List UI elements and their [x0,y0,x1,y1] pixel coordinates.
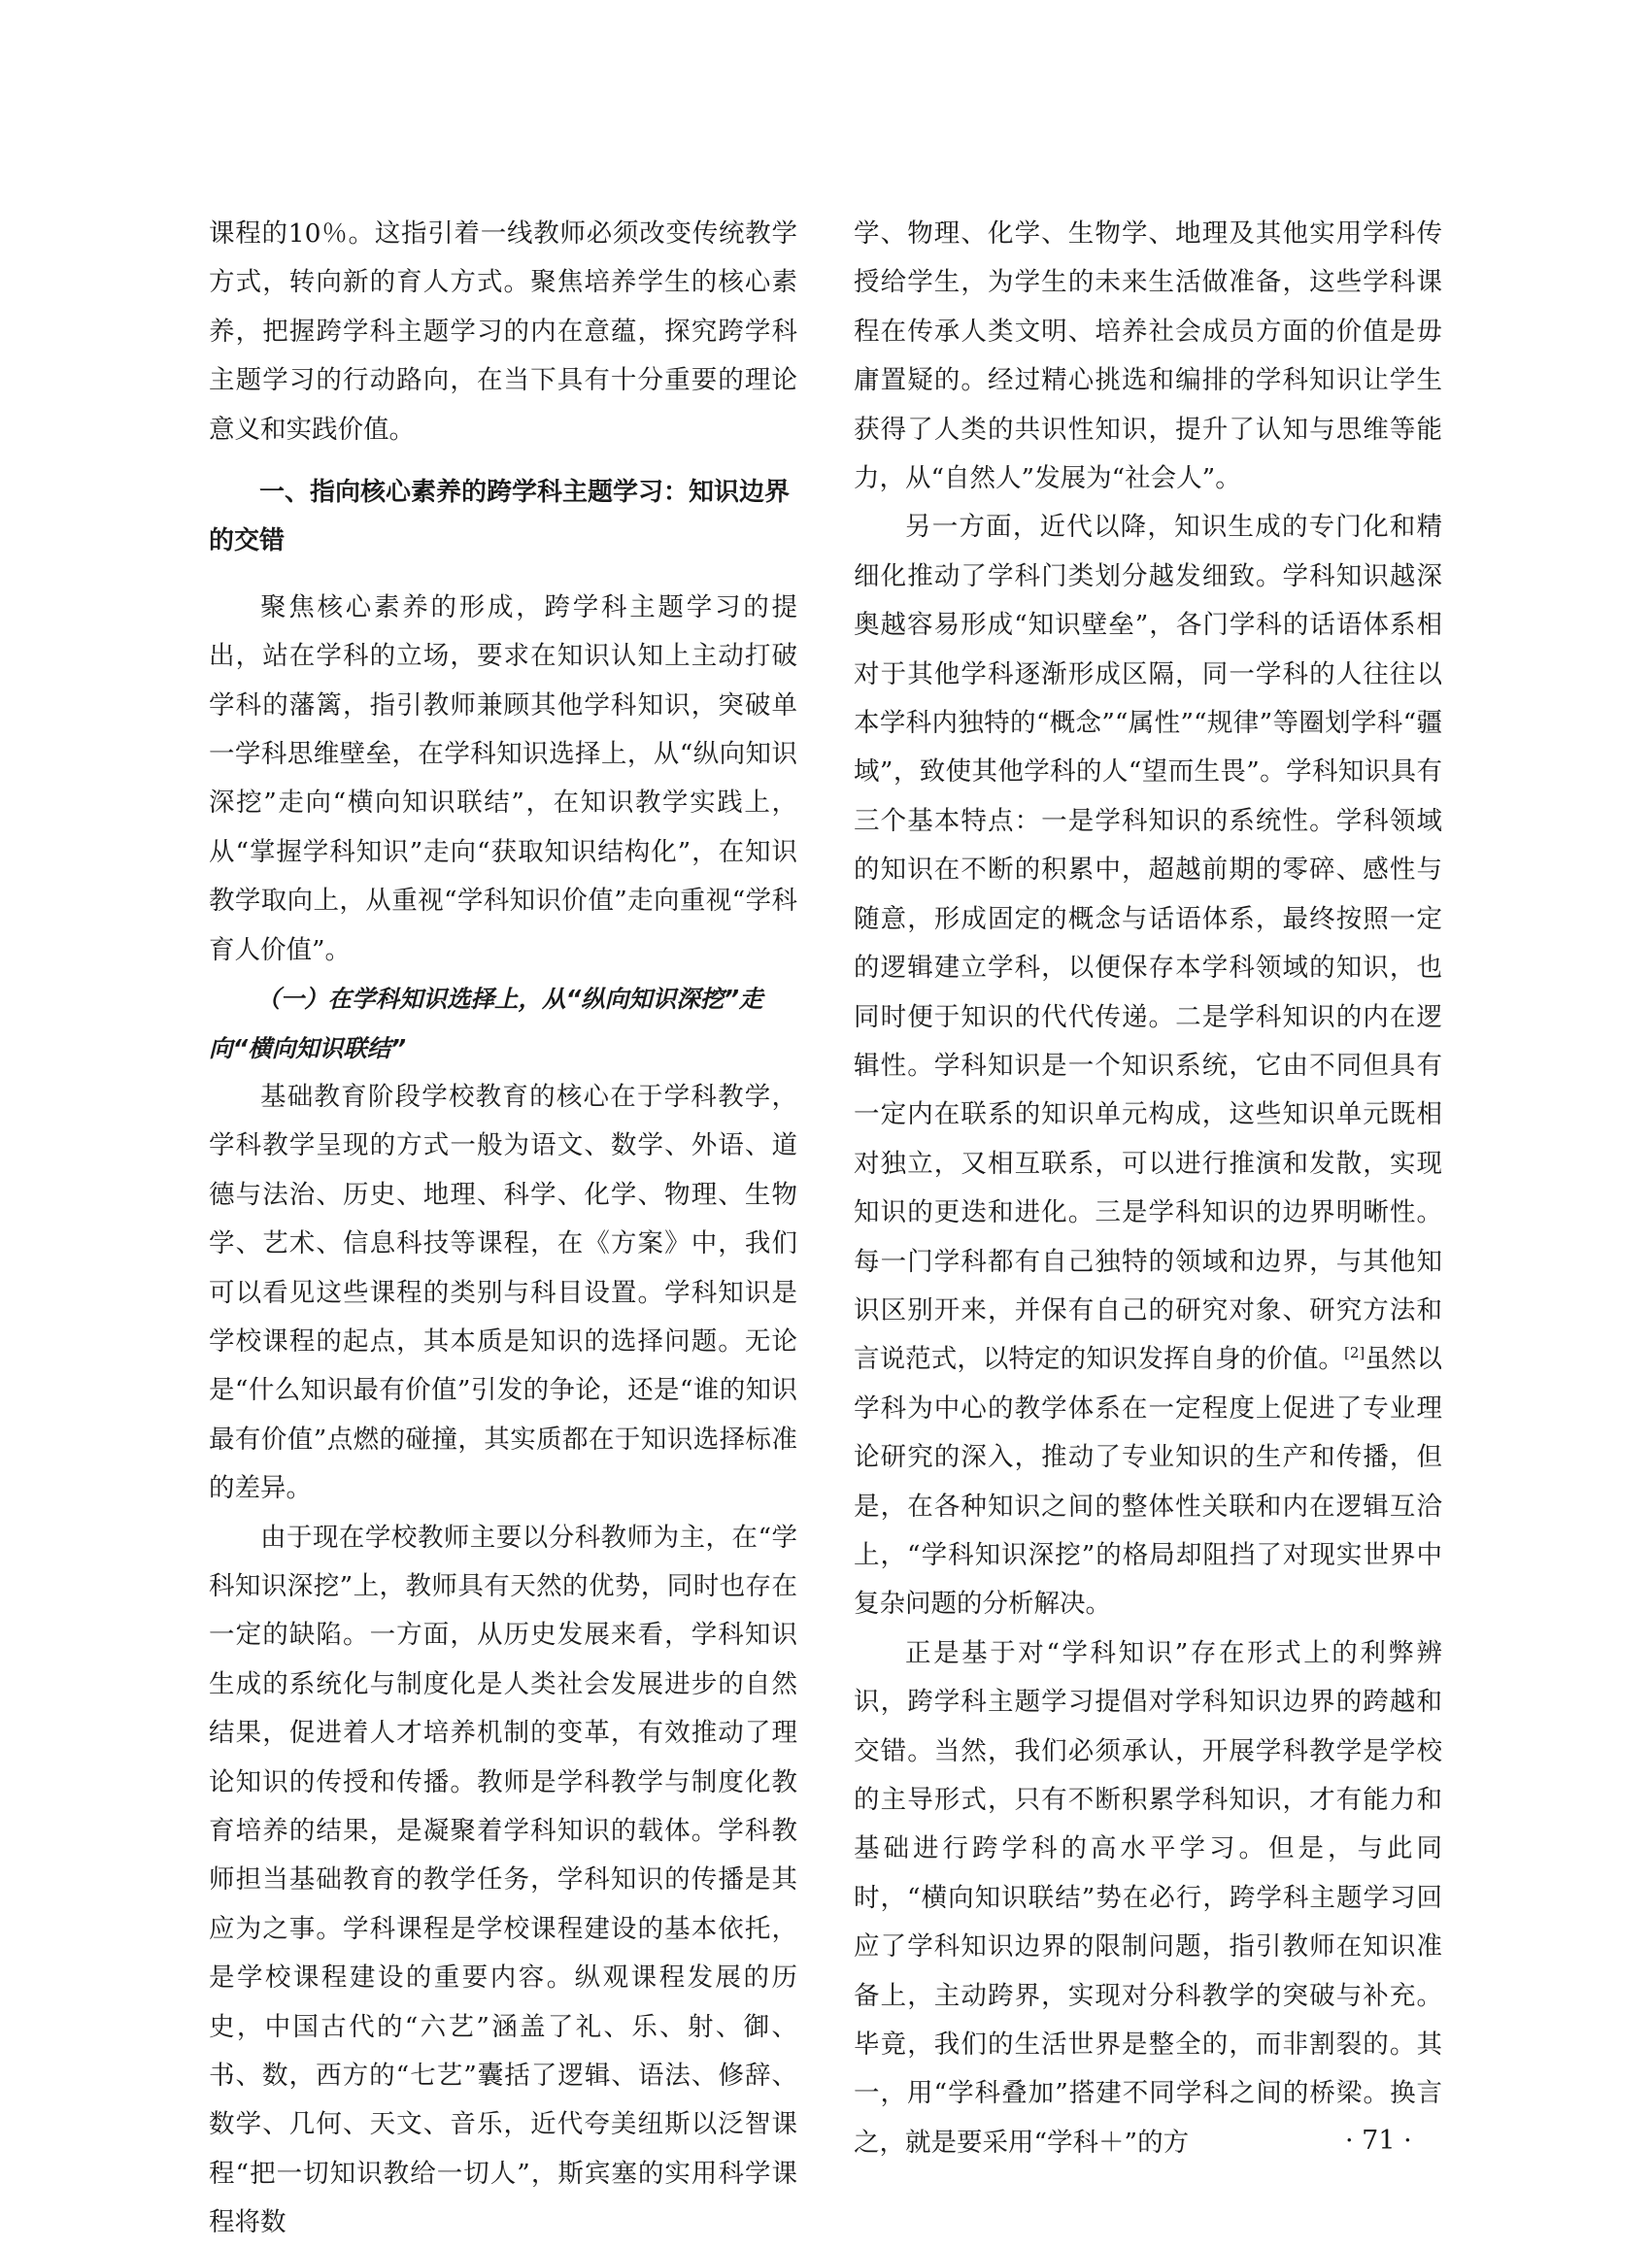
paragraph: 课程的10％。这指引着一线教师必须改变传统教学方式，转向新的育人方式。聚焦培养学生的核心素养，把握跨学科主题学习的内在意蕴，探究跨学科主题学习的行动路向，在当下具有十分重要的理论意义和实践价值。 [209,218,797,445]
paragraph: 正是基于对“学科知识”存在形式上的利弊辨识，跨学科主题学习提倡对学科知识边界的跨越和交错。当然，我们必须承认，开展学科教学是学校的主导形式，只有不断积累学科知识，才有能力和基础进行跨学科的高水平学习。但是，与此同时，“横向知识联结”势在必行，跨学科主题学习回应了学科知识边界的限制问题，指引教师在知识准备上，主动跨界，实现对分科教学的突破与补充。毕竟，我们的生活世界是整全的，而非割裂的。其一，用“学科叠加”搭建不同学科之间的桥梁。换言之，就是要采用“学科＋”的方 [854,1637,1442,2158]
paragraph: 由于现在学校教师主要以分科教师为主，在“学科知识深挖”上，教师具有天然的优势，同时也存在一定的缺陷。一方面，从历史发展来看，学科知识生成的系统化与制度化是人类社会发展进步的自然结果，促进着人才培养机制的变革，有效推动了理论知识的传授和传播。教师是学科教学与制度化教育培养的结果，是凝聚着学科知识的载体。学科教师担当基础教育的教学任务，学科知识的传播是其应为之事。学科课程是学校课程建设的基本依托，是学校课程建设的重要内容。纵观课程发展的历史，中国古代的“六艺”涵盖了礼、乐、射、御、书、数，西方的“七艺”囊括了逻辑、语法、修辞、数学、几何、天文、音乐，近代夸美纽斯以泛智课程“把一切知识教给一切人”，斯宾塞的实用科学课程将数 [209,1522,797,2238]
left-column [209,210,797,2248]
paragraph: 基础教育阶段学校教育的核心在于学科教学，学科教学呈现的方式一般为语文、数学、外语、道德与法治、历史、地理、科学、化学、物理、生物学、艺术、信息科技等课程，在《方案》中，我们可以看见这些课程的类别与科目设置。学科知识是学校课程的起点，其本质是知识的选择问题。无论是“什么知识最有价值”引发的争论，还是“谁的知识最有价值”点燃的碰撞，其实质都在于知识选择标准的差异。 [209,1081,797,1504]
page-number: · 71 · [1345,2126,1412,2156]
paragraph: 学、物理、化学、生物学、地理及其他实用学科传授给学生，为学生的未来生活做准备，这些学科课程在传承人类文明、培养社会成员方面的价值是毋庸置疑的。经过精心挑选和编排的学科知识让学生获得了人类的共识性知识，提升了认知与思维等能力，从“自然人”发展为“社会人”。 [854,218,1442,494]
paragraph-text: 虽然以学科为中心的教学体系在一定程度上促进了专业理论研究的深入，推动了专业知识的生产和传播，但是，在各种知识之间的整体性关联和内在逻辑互洽上，“学科知识深挖”的格局却阻挡了对现实世界中复杂问题的分析解决。 [854,1344,1443,1620]
paragraph-text: 另一方面，近代以降，知识生成的专门化和精细化推动了学科门类划分越发细致。学科知识越深奥越容易形成“知识壁垒”，各门学科的话语体系相对于其他学科逐渐形成区隔，同一学科的人往往以本学科内独特的“概念”“属性”“规律”等圈划学科“疆域”，致使其他学科的人“望而生畏”。学科知识具有三个基本特点：一是学科知识的系统性。学科领域的知识在不断的积累中，超越前期的零碎、感性与随意，形成固定的概念与话语体系，最终按照一定的逻辑建立学科，以便保存本学科领域的知识，也同时便于知识的代代传递。二是学科知识的内在逻辑性。学科知识是一个知识系统，它由不同但具有一定内在联系的知识单元构成，这些知识单元既相对独立，又相互联系，可以进行推演和发散，实现知识的更迭和进化。三是学科知识的边界明晰性。每一门学科都有自己独特的领域和边界，与其他知识区别开来，并保有自己的研究对象、研究方法和言说范式，以特定的知识发挥自身的价值。 [854,512,1442,1375]
subsection-heading: （一）在学科知识选择上，从“纵向知识深挖”走向“横向知识联结” [209,985,763,1062]
paragraph [854,503,1442,1628]
paragraph: 聚焦核心素养的形成，跨学科主题学习的提出，站在学科的立场，要求在知识认知上主动打破学科的藩篱，指引教师兼顾其他学科知识，突破单一学科思维壁垒，在学科知识选择上，从“纵向知识深挖”走向“横向知识联结”，在知识教学实践上，从“掌握学科知识”走向“获取知识结构化”，在知识教学取向上，从重视“学科知识价值”走向重视“学科育人价值”。 [209,591,797,965]
reference-mark: [2] [1344,1344,1365,1362]
section-heading: 一、指向核心素养的跨学科主题学习：知识边界的交错 [209,478,791,556]
right-column [854,210,1442,2167]
